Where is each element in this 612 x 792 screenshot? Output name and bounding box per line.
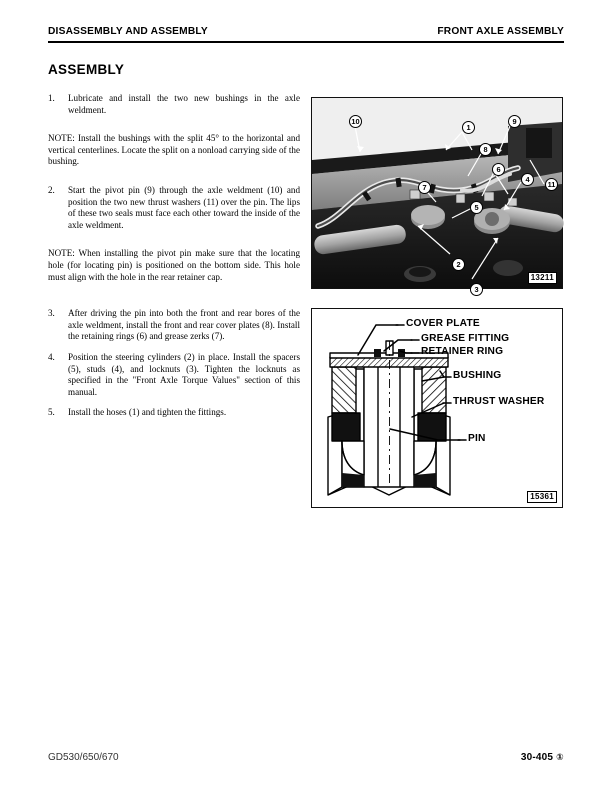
footer-model-number: GD530/650/670 [48,752,119,763]
header-divider [48,41,564,43]
photo-content [312,98,562,288]
diagram-label-retainer-ring: RETAINER RING [421,346,504,357]
photo-callout: 11 [545,178,558,191]
diagram-figure-panel [311,308,563,508]
diagram-label-grease-fitting: GREASE FITTING [421,333,510,344]
footer-page-number [521,752,564,763]
step-item [48,185,300,231]
photo-callout: 4 [521,173,534,186]
step-item [48,407,300,419]
photo-callout: 9 [508,115,521,128]
header-right-title: FRONT AXLE ASSEMBLY [437,26,564,37]
step-text: Position the steering cylinders (2) in place. Install the spacers (5), studs (4), and locknuts (3). Tighten the locknuts as specified in the "Front Axle Torque Values" section of this manual. [68,351,300,397]
page-header [48,26,564,37]
step-number: 2. [48,184,55,195]
header-left-title: DISASSEMBLY AND ASSEMBLY [48,26,208,37]
photo-callout: 2 [452,258,465,271]
step-text: Install the hoses (1) and tighten the fittings. [68,407,227,418]
step-text: After driving the pin into both the front and rear bores of the axle weldment, install the front and rear cover plates (8). Install the retaining rings (6) and grease zerks (7). [68,308,300,342]
photo-callout: 6 [492,163,505,176]
figure-number: 15361 [527,491,557,503]
step-text: Start the pivot pin (9) through the axle weldment (10) and position the two new thrust washers (11) over the pin. The lips of these two seals must face each other toward the inside of the axle weldment. [68,184,300,230]
note-text: NOTE: Install the bushings with the split 45° to the horizontal and vertical centerlines. Locate the split on a nonload carrying side of the bushing. [48,133,300,167]
photo-callout: 8 [479,143,492,156]
diagram-label-cover-plate: COVER PLATE [406,318,480,329]
step-item [48,308,300,343]
step-number: 1. [48,93,55,103]
diagram-label-bushing: BUSHING [453,370,502,381]
photo-callout: 10 [349,115,362,128]
photo-callout: 5 [470,201,483,214]
step-text: Lubricate and install the two new bushings in the axle weldment. [68,93,300,115]
photo-callout: 3 [470,283,483,296]
note-text: NOTE: When installing the pivot pin make sure that the locating hole (for locating pin) is positioned on the bottom side. This hole must align with the hole in the rear retainer cap. [48,248,300,282]
photo-callout: 7 [418,181,431,194]
procedure-text-column [48,93,300,428]
photo-figure-panel [311,97,563,294]
step-number: 5. [48,407,55,418]
page-footer [48,752,564,763]
step-number: 4. [48,351,55,362]
page-title: ASSEMBLY [48,62,125,77]
step-item [48,352,300,398]
step-item [48,93,300,116]
photo-callout: 1 [462,121,475,134]
diagram-label-pin: PIN [468,433,486,444]
step-number: 3. [48,308,55,319]
diagram-label-thrust-washer: THRUST WASHER [453,396,545,407]
figure-number: 13211 [528,272,557,284]
circled-one-icon: ① [556,752,564,762]
page-number-text: 30-405 [520,752,554,763]
